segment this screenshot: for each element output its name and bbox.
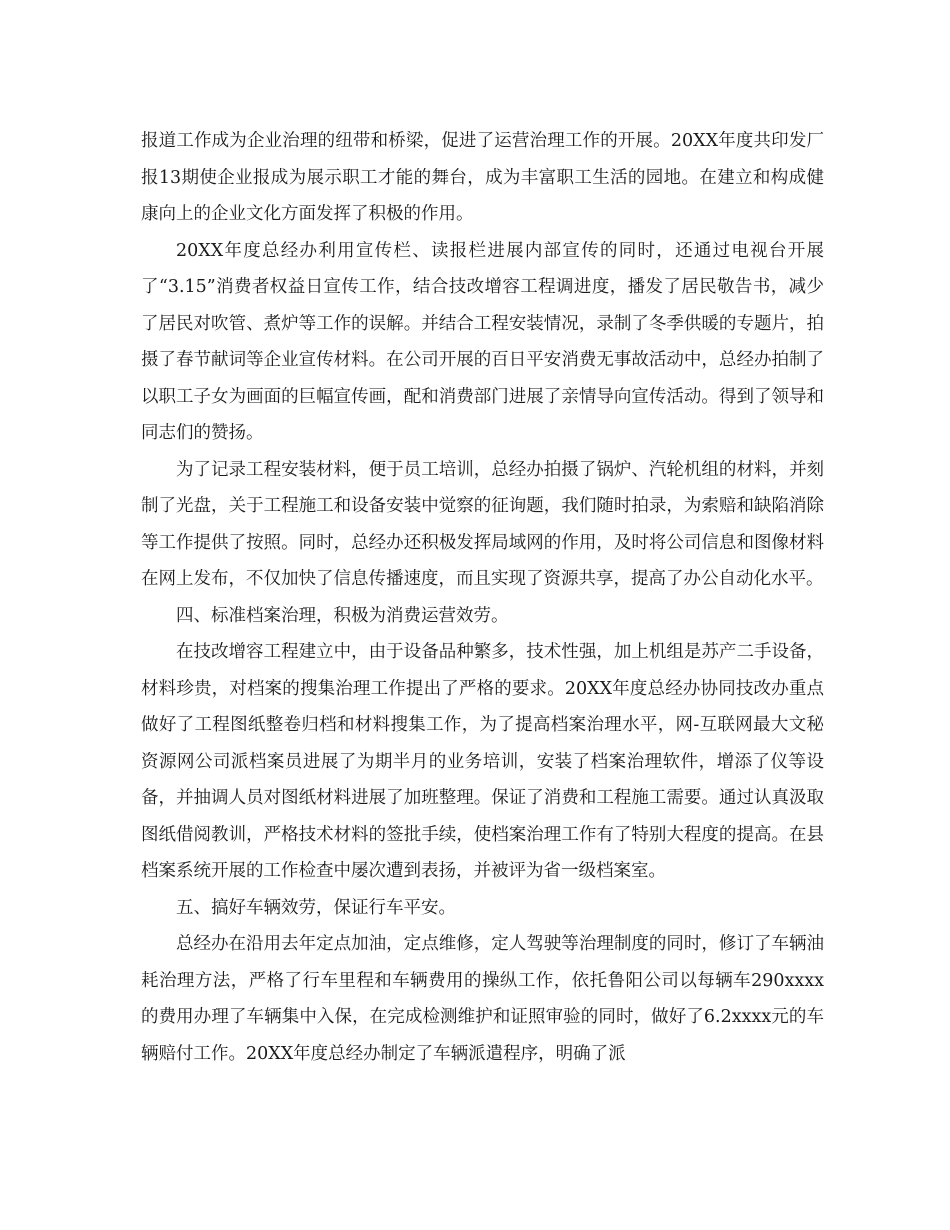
paragraph-publicity: 20XX年度总经办利用宣传栏、读报栏进展内部宣传的同时，还通过电视台开展了“3.15”消费者权益日宣传工作，结合技改增容工程调进度，播发了居民敬告书，减少了居民对吹管、煮炉等工作的误解。并结合工程安装情况，录制了冬季供暖的专题片，拍摄了春节献词等企业宣传材料。在公司开展的百日平安消费无事故活动中，总经办拍制了以职工子女为画面的巨幅宣传画，配和消费部门进展了亲情导向宣传活动。得到了领导和同志们的赞扬。 [141,240,824,443]
paragraph-vehicles: 总经办在沿用去年定点加油，定点维修，定人驾驶等治理制度的同时，修订了车辆油耗治理方法，严格了行车里程和车辆费用的操纵工作，依托鲁阳公司以每辆车290xxxx的费用办理了车辆集中入保，在完成检测维护和证照审验的同时，做好了6.2xxxx元的车辆赔付工作。20XX年度总经办制定了车辆派遣程序，明确了派 [141,934,824,1064]
paragraph-continuation: 报道工作成为企业治理的纽带和桥梁，促进了运营治理工作的开展。20XX年度共印发厂报13期使企业报成为展示职工才能的舞台，成为丰富职工生活的园地。在建立和构成健康向上的企业文化方面发挥了积极的作用。 [141,131,824,224]
paragraph-recording: 为了记录工程安装材料，便于员工培训，总经办拍摄了锅炉、汽轮机组的材料，并刻制了光盘，关于工程施工和设备安装中觉察的征询题，我们随时拍录，为索赔和缺陷消除等工作提供了按照。同时，总经办还积极发挥局域网的作用，及时将公司信息和图像材料在网上发布，不仅加快了信息传播速度，而且实现了资源共享，提高了办公自动化水平。 [141,459,824,589]
document-body [141,123,824,1072]
paragraph-archives: 在技改增容工程建立中，由于设备品种繁多，技术性强，加上机组是苏产二手设备，材料珍贵，对档案的搜集治理工作提出了严格的要求。20XX年度总经办协同技改办重点做好了工程图纸整卷归档和材料搜集工作，为了提高档案治理水平，网-互联网最大文秘资源网公司派档案员进展了为期半月的业务培训，安装了档案治理软件，增添了仪等设备，并抽调人员对图纸材料进展了加班整理。保证了消费和工程施工需要。通过认真汲取图纸借阅教训，严格技术材料的签批手续，使档案治理工作有了特别大程度的提高。在县档案系统开展的工作检查中屡次遭到表扬，并被评为省一级档案室。 [141,642,824,881]
section-heading-archives: 四、标准档案治理，积极为消费运营效劳。 [176,605,509,626]
section-heading-vehicles: 五、搞好车辆效劳，保证行车平安。 [176,897,456,918]
